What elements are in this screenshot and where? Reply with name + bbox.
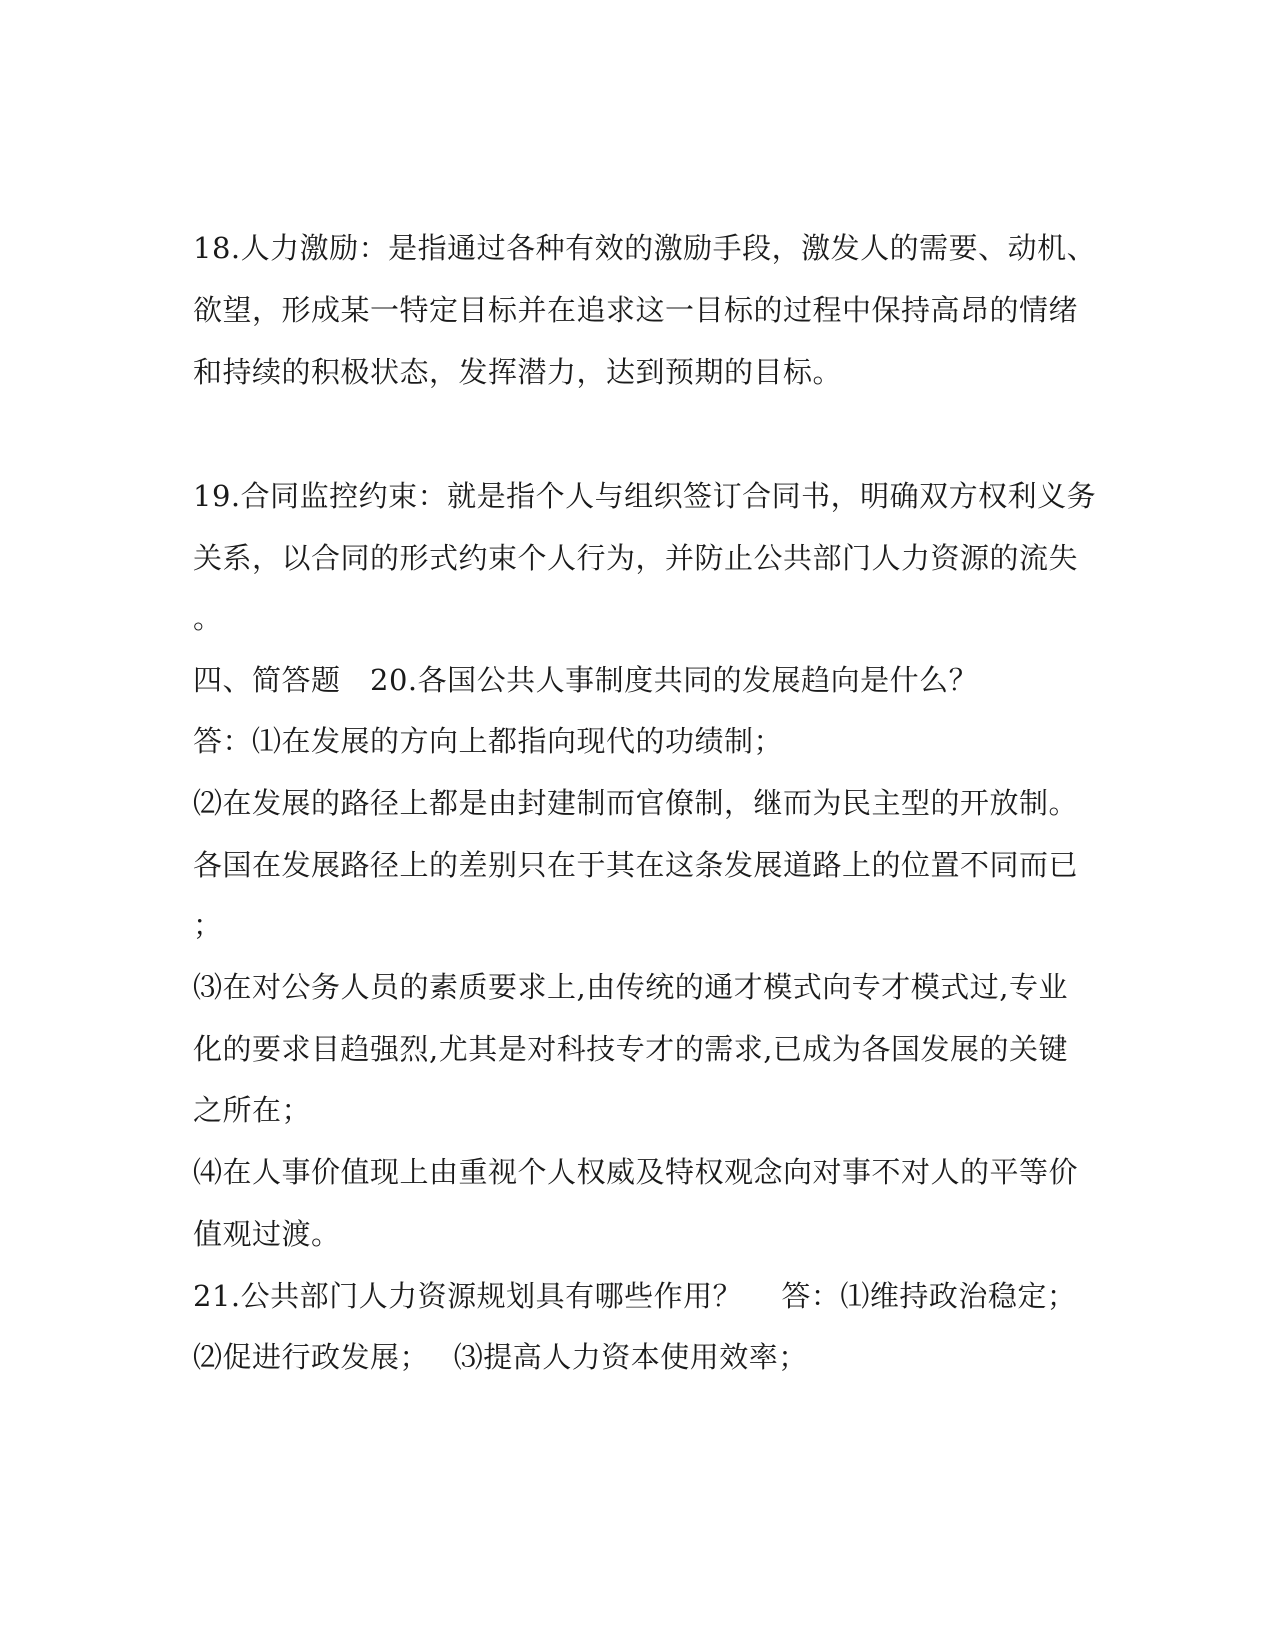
- question-line: 21.公共部门人力资源规划具有哪些作用？ 答：⑴维持政治稳定；: [193, 1279, 1077, 1313]
- section-heading: 四、简答题 20.各国公共人事制度共同的发展趋向是什么？: [193, 663, 979, 697]
- text-line: 欲望，形成某一特定目标并在追求这一目标的过程中保持高昂的情绪: [193, 293, 1079, 327]
- text-line: 各国在发展路径上的差别只在于其在这条发展道路上的位置不同而已: [193, 848, 1079, 882]
- text-line: 化的要求目趋强烈,尤其是对科技专才的需求,已成为各国发展的关键: [193, 1032, 1068, 1066]
- text-line: 。: [193, 601, 223, 635]
- text-line: ⑵在发展的路径上都是由封建制而官僚制，继而为民主型的开放制。: [193, 786, 1079, 820]
- text-line: 18.人力激励：是指通过各种有效的激励手段，激发人的需要、动机、: [193, 231, 1097, 265]
- text-line: 答：⑴在发展的方向上都指向现代的功绩制；: [193, 724, 784, 758]
- text-line: 关系，以合同的形式约束个人行为，并防止公共部门人力资源的流失: [193, 541, 1079, 575]
- text-line: 19.合同监控约束：就是指个人与组织签订合同书，明确双方权利义务: [193, 479, 1097, 513]
- text-line: ；: [193, 908, 223, 942]
- text-line: ⑵促进行政发展； ⑶提高人力资本使用效率；: [193, 1340, 808, 1374]
- text-line: 之所在；: [193, 1093, 312, 1127]
- text-line: 值观过渡。: [193, 1217, 341, 1251]
- text-line: 和持续的积极状态，发挥潜力，达到预期的目标。: [193, 355, 843, 389]
- text-line: ⑷在人事价值现上由重视个人权威及特权观念向对事不对人的平等价: [193, 1155, 1079, 1189]
- text-line: ⑶在对公务人员的素质要求上,由传统的通才模式向专才模式过,专业: [193, 970, 1068, 1004]
